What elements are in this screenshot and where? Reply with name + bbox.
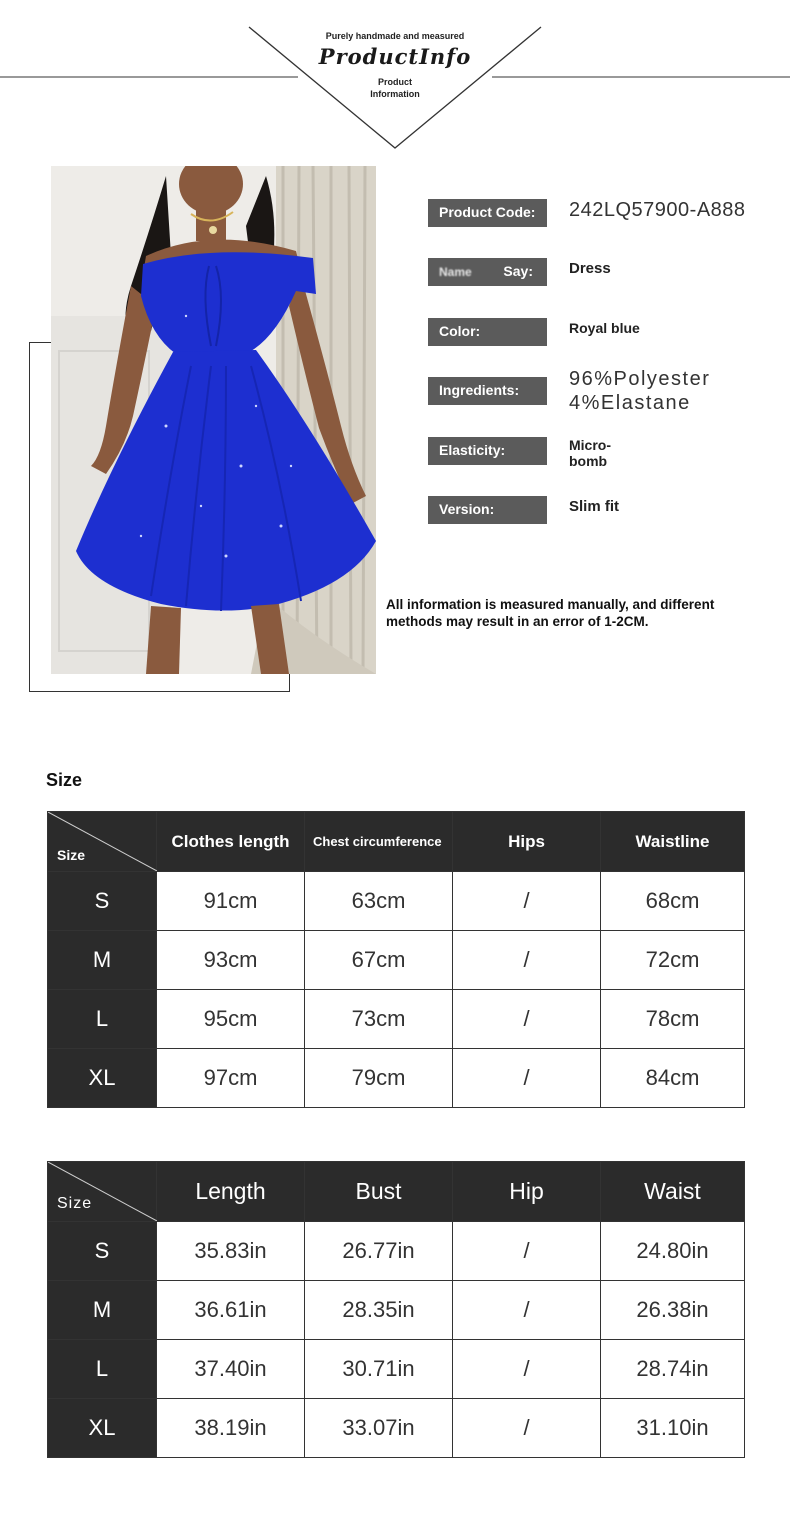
table-cell: / bbox=[453, 1049, 601, 1108]
table-cell: 78cm bbox=[601, 990, 745, 1049]
table-cell: / bbox=[453, 931, 601, 990]
info-row-name bbox=[428, 258, 778, 288]
table-cell: 68cm bbox=[601, 872, 745, 931]
table-cell: / bbox=[453, 1281, 601, 1340]
elasticity-value bbox=[569, 437, 611, 469]
info-row-elasticity bbox=[428, 437, 778, 467]
table-cell: 84cm bbox=[601, 1049, 745, 1108]
table-row bbox=[48, 872, 745, 931]
version-label: Version: bbox=[428, 496, 547, 524]
row-size: L bbox=[48, 990, 157, 1049]
name-value: Dress bbox=[569, 260, 611, 277]
table-cell: 79cm bbox=[305, 1049, 453, 1108]
table-cell: 38.19in bbox=[157, 1399, 305, 1458]
header-subtitle-bottom bbox=[345, 76, 445, 100]
row-size: S bbox=[48, 872, 157, 931]
table-cell: 33.07in bbox=[305, 1399, 453, 1458]
table-cell: / bbox=[453, 990, 601, 1049]
ingredients-label: Ingredients: bbox=[428, 377, 547, 405]
elasticity-value-line2: bomb bbox=[569, 453, 608, 469]
column-header: Length bbox=[157, 1162, 305, 1222]
name-label bbox=[428, 258, 547, 286]
info-row-product-code bbox=[428, 199, 778, 229]
table-cell: 31.10in bbox=[601, 1399, 745, 1458]
product-code-value: 242LQ57900-A888 bbox=[569, 199, 746, 221]
table-cell: 35.83in bbox=[157, 1222, 305, 1281]
table-cell: / bbox=[453, 1399, 601, 1458]
elasticity-label: Elasticity: bbox=[428, 437, 547, 465]
info-row-ingredients bbox=[428, 368, 778, 414]
row-size: XL bbox=[48, 1049, 157, 1108]
product-info-header bbox=[0, 0, 790, 160]
info-row-version bbox=[428, 496, 778, 526]
info-row-color bbox=[428, 318, 778, 348]
column-header: Bust bbox=[305, 1162, 453, 1222]
name-label-blurred: Name bbox=[439, 265, 472, 279]
table-cell: 36.61in bbox=[157, 1281, 305, 1340]
name-label-say: Say: bbox=[503, 263, 533, 279]
version-value: Slim fit bbox=[569, 498, 620, 515]
table-row bbox=[48, 1340, 745, 1399]
table-row bbox=[48, 1049, 745, 1108]
table-row bbox=[48, 931, 745, 990]
table-row bbox=[48, 990, 745, 1049]
table-cell: / bbox=[453, 872, 601, 931]
table-cell: 30.71in bbox=[305, 1340, 453, 1399]
table-cell: 67cm bbox=[305, 931, 453, 990]
color-label: Color: bbox=[428, 318, 547, 346]
table-corner bbox=[48, 1162, 157, 1222]
table-cell: 91cm bbox=[157, 872, 305, 931]
corner-size-label: Size bbox=[57, 1195, 93, 1212]
column-header: Hip bbox=[453, 1162, 601, 1222]
color-value: Royal blue bbox=[569, 320, 640, 336]
column-header: Waist bbox=[601, 1162, 745, 1222]
table-cell: 28.35in bbox=[305, 1281, 453, 1340]
ingredients-value bbox=[569, 367, 710, 415]
product-code-label: Product Code: bbox=[428, 199, 547, 227]
table-cell: 26.77in bbox=[305, 1222, 453, 1281]
table-cell: / bbox=[453, 1340, 601, 1399]
row-size: L bbox=[48, 1340, 157, 1399]
table-corner bbox=[48, 812, 157, 872]
table-header-row bbox=[48, 1162, 745, 1222]
table-cell: 97cm bbox=[157, 1049, 305, 1108]
corner-size-label: Size bbox=[57, 847, 86, 863]
table-row bbox=[48, 1222, 745, 1281]
ingredients-value-line1: 96%Polyester bbox=[569, 368, 711, 390]
table-cell: 63cm bbox=[305, 872, 453, 931]
table-cell: 26.38in bbox=[601, 1281, 745, 1340]
ingredients-value-line2: 4%Elastane bbox=[569, 392, 691, 414]
table-cell: 95cm bbox=[157, 990, 305, 1049]
table-cell: / bbox=[453, 1222, 601, 1281]
table-cell: 37.40in bbox=[157, 1340, 305, 1399]
table-row bbox=[48, 1281, 745, 1340]
column-header: Chest circumference bbox=[305, 812, 453, 872]
header-subtitle-top: Purely handmade and measured bbox=[325, 31, 465, 41]
row-size: XL bbox=[48, 1399, 157, 1458]
size-heading: Size bbox=[46, 770, 83, 790]
row-size: M bbox=[48, 1281, 157, 1340]
header-subtitle-bottom-line2: Information bbox=[370, 89, 420, 99]
column-header: Clothes length bbox=[157, 812, 305, 872]
table-cell: 28.74in bbox=[601, 1340, 745, 1399]
row-size: S bbox=[48, 1222, 157, 1281]
size-table-cm bbox=[47, 811, 745, 1108]
elasticity-value-line1: Micro- bbox=[569, 437, 611, 453]
header-subtitle-bottom-line1: Product bbox=[377, 77, 412, 87]
header-title: ProductInfo bbox=[318, 44, 472, 69]
table-cell: 93cm bbox=[157, 931, 305, 990]
table-cell: 72cm bbox=[601, 931, 745, 990]
measurement-note: All information is measured manually, and different methods may result in an error of 1-2CM. bbox=[386, 597, 715, 629]
table-row bbox=[48, 1399, 745, 1458]
table-cell: 24.80in bbox=[601, 1222, 745, 1281]
product-photo bbox=[51, 166, 376, 674]
size-table-inches bbox=[47, 1161, 745, 1458]
column-header: Waistline bbox=[601, 812, 745, 872]
table-header-row bbox=[48, 812, 745, 872]
row-size: M bbox=[48, 931, 157, 990]
column-header: Hips bbox=[453, 812, 601, 872]
table-cell: 73cm bbox=[305, 990, 453, 1049]
